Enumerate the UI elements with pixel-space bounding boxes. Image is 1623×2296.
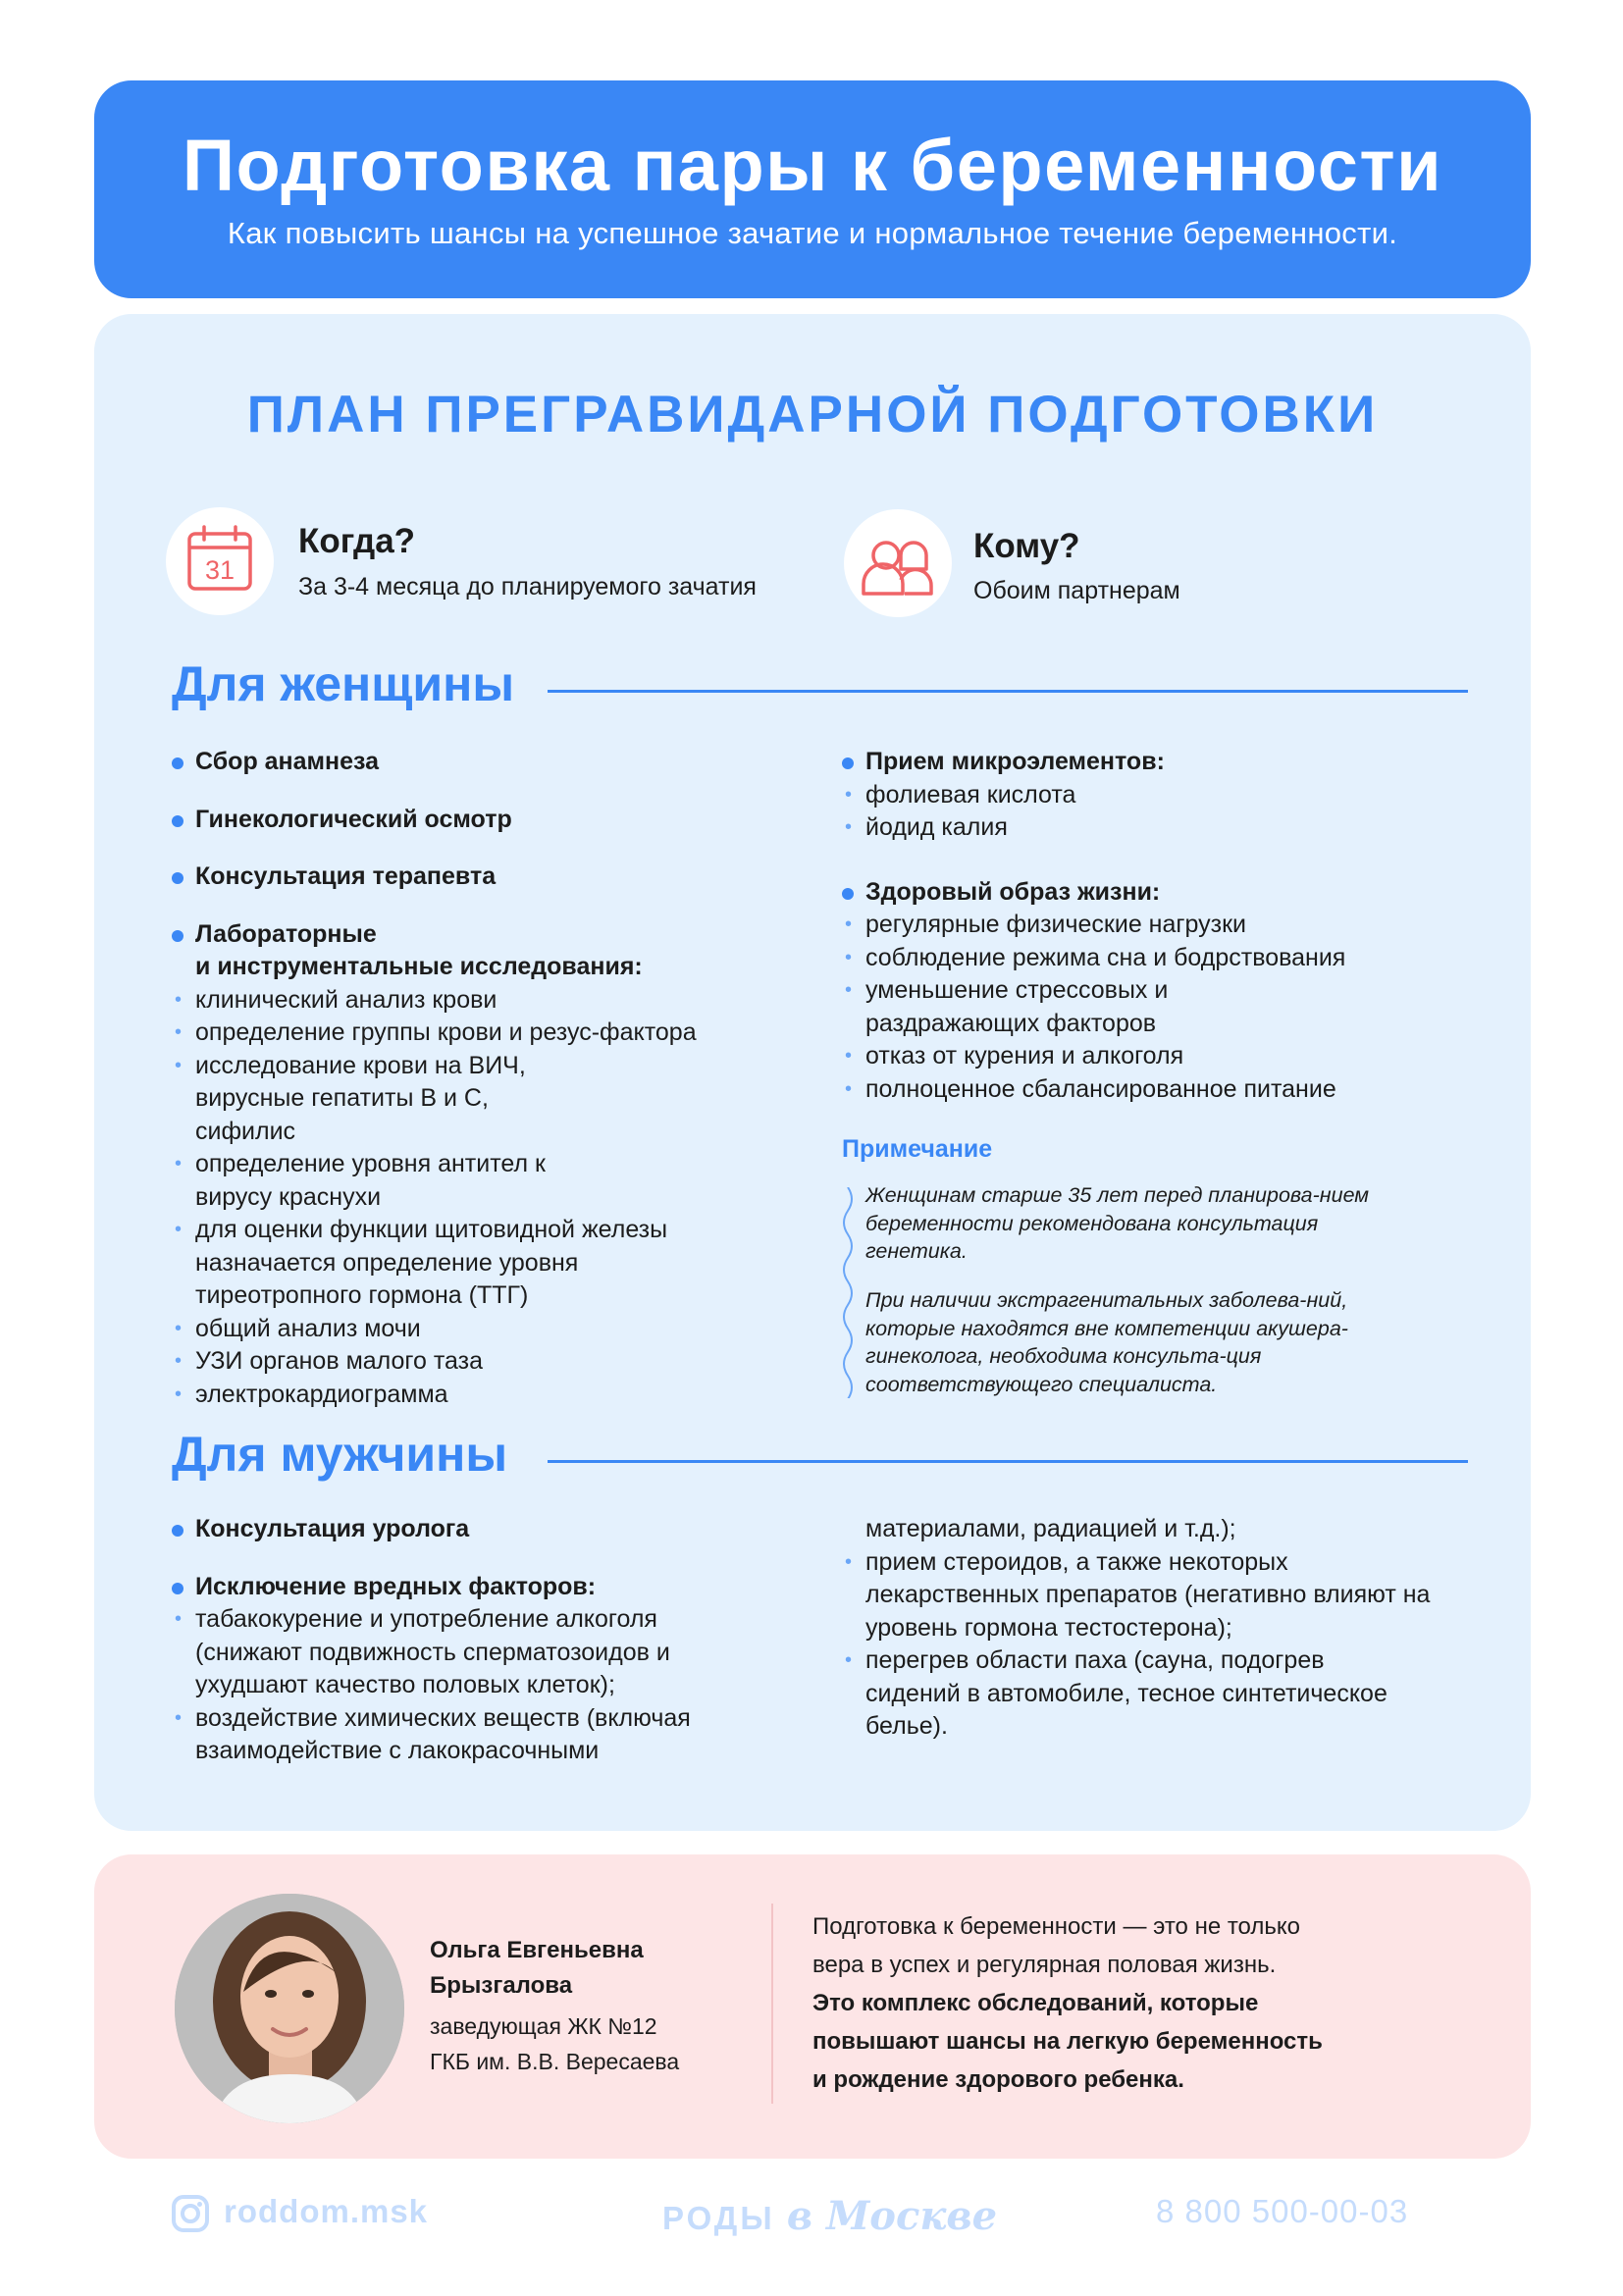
list-item: • табакокурение и употребление алкоголя (снижают подвижность сперматозоидов и ухудшают качество половых клеток); xyxy=(172,1603,715,1702)
list-item: • фолиевая кислота xyxy=(842,779,1470,812)
page-subtitle: Как повысить шансы на успешное зачатие и нормальное течение беременности. xyxy=(227,216,1398,250)
list-item: • УЗИ органов малого таза xyxy=(172,1345,800,1379)
when-heading: Когда? xyxy=(298,522,416,560)
women-section-title: Для женщины xyxy=(172,656,515,711)
micro-list xyxy=(842,779,1470,845)
women-right-column xyxy=(842,746,1470,1137)
list-item: Прием микроэлементов: xyxy=(842,746,1470,779)
list-item: Здоровый образ жизни: xyxy=(842,876,1470,910)
list-item: Консультация уролога xyxy=(172,1513,760,1546)
women-left-column xyxy=(172,746,800,1442)
list-item: • отказ от курения и алкоголя xyxy=(842,1040,1470,1073)
page-title: Подготовка пары к беременности xyxy=(182,125,1443,206)
list-item: • полноценное сбалансированное питание xyxy=(842,1073,1470,1107)
women-section-divider xyxy=(548,690,1468,693)
calendar-number: 31 xyxy=(204,555,236,585)
list-item: Исключение вредных факторов: xyxy=(172,1571,760,1604)
list-item: • уменьшение стрессовых и раздражающих факторов xyxy=(842,974,1189,1040)
doctor-panel xyxy=(94,1854,1531,2159)
lifestyle-list xyxy=(842,909,1470,1106)
men-section-title: Для мужчины xyxy=(172,1427,508,1482)
doctor-position: заведующая ЖК №12 ГКБ им. В.В. Вересаева xyxy=(430,2013,680,2074)
list-item: • воздействие химических веществ (включая взаимодействие с лакокрасочными xyxy=(172,1702,764,1768)
who-text: Обоим партнерам xyxy=(973,577,1180,604)
note-paragraph-2: При наличии экстрагенитальных заболева-ний, которые находятся вне компетенции акушера-гинеколога, необходима консульта-ция соответствующего специалиста. xyxy=(865,1288,1348,1396)
list-item: • электрокардиограмма xyxy=(172,1379,800,1412)
plan-panel xyxy=(94,314,1531,1831)
list-item: • прием стероидов, а также некоторых лекарственных препаратов (негативно влияют на уровень гормона тестостерона); xyxy=(842,1546,1444,1645)
footer-logo: РОДЫ в Москве xyxy=(662,2193,998,2239)
list-item: Сбор анамнеза xyxy=(172,746,800,779)
who-heading: Кому? xyxy=(973,527,1080,565)
doctor-divider xyxy=(771,1904,773,2104)
doctor-photo xyxy=(175,1894,404,2123)
list-item: • для оценки функции щитовидной железы назначается определение уровня тиреотропного гормона (ТТГ) xyxy=(172,1214,745,1313)
plan-title: ПЛАН ПРЕГРАВИДАРНОЙ ПОДГОТОВКИ xyxy=(246,386,1379,444)
note-paragraph-1: Женщинам старше 35 лет перед планирова-нием беременности рекомендована консультация генетика. xyxy=(865,1183,1370,1263)
note-title: Примечание xyxy=(842,1135,993,1163)
doctor-quote: Подготовка к беременности — это не только вера в успех и регулярная половая жизнь. Это комплекс обследований, которые повышают шансы на легкую беременность и рождение здорового ребенка. xyxy=(812,1913,1323,2093)
list-item: • регулярные физические нагрузки xyxy=(842,909,1470,942)
footer-phone[interactable]: 8 800 500-00-03 xyxy=(1156,2193,1409,2229)
note-wave-decoration xyxy=(838,1187,858,1398)
men-section-divider xyxy=(548,1460,1468,1463)
factors-list xyxy=(172,1603,760,1768)
list-item: • йодид калия xyxy=(842,811,1470,845)
list-item: • определение уровня антител к вирусу краснухи xyxy=(172,1148,588,1214)
list-item-continuation: материалами, радиацией и т.д.); xyxy=(865,1515,1236,1542)
calendar-icon xyxy=(166,507,274,615)
list-item: Лабораторные и инструментальные исследования: xyxy=(172,918,800,984)
list-item: • клинический анализ крови xyxy=(172,984,800,1018)
when-text: За 3-4 месяца до планируемого зачатия xyxy=(298,573,757,600)
instagram-handle[interactable]: roddom.msk xyxy=(224,2193,429,2229)
couple-icon xyxy=(844,509,952,617)
list-item: • соблюдение режима сна и бодрствования xyxy=(842,942,1470,975)
list-item: Консультация терапевта xyxy=(172,861,800,894)
men-left-column xyxy=(172,1513,760,1800)
doctor-name: Ольга Евгеньевна Брызгалова xyxy=(430,1937,644,1999)
list-item: • перегрев области паха (сауна, подогрев сидений в автомобиле, тесное синтетическое белье). xyxy=(842,1644,1415,1744)
list-item: • определение группы крови и резус-фактора xyxy=(172,1017,800,1050)
list-item: • общий анализ мочи xyxy=(172,1313,800,1346)
list-item: • исследование крови на ВИЧ, вирусные гепатиты В и С, сифилис xyxy=(172,1050,588,1149)
men-right-column xyxy=(842,1513,1431,1775)
list-item: Гинекологический осмотр xyxy=(172,804,800,837)
header-banner xyxy=(94,80,1531,298)
factors-list-continued xyxy=(842,1546,1431,1744)
tests-list xyxy=(172,984,800,1412)
